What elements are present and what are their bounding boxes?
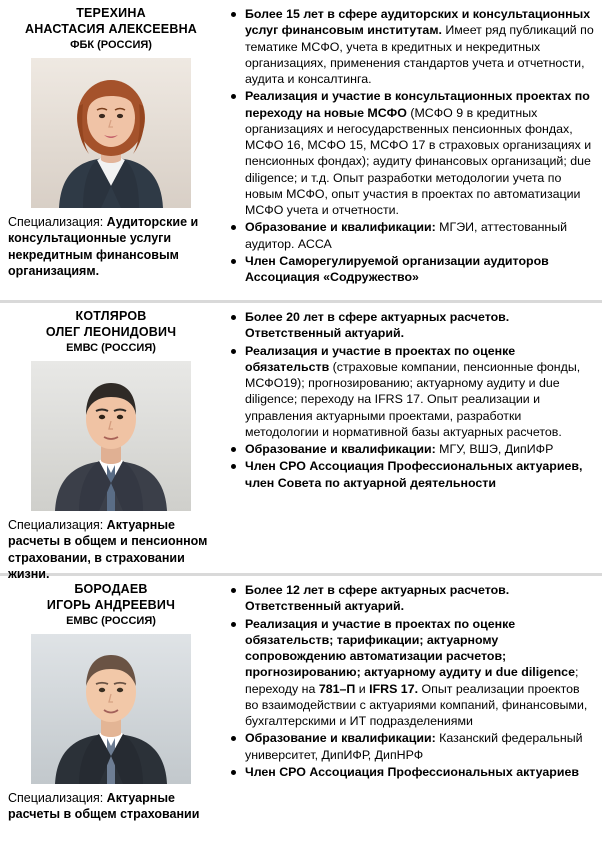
portrait-image xyxy=(31,361,191,511)
profile-bullet-item xyxy=(230,88,594,218)
profile-bullet-list xyxy=(230,309,594,491)
portrait-image xyxy=(31,634,191,784)
bullet-text: Имеет ряд публикаций по тематике МСФО, учета в кредитных и некредитных организациях, применения стандартов учета и отчетности, аудита и консалтинга. xyxy=(245,23,594,86)
bullet-text-emphasis: Реализация и участие в проектах по оценке обязательств; тарификации; актуарному сопровождению автоматизации расчетов; прогнозированию; актуарному аудиту и due diligence xyxy=(245,616,575,680)
specialization-label: Специализация: xyxy=(8,214,107,229)
person-given-name: ИГОРЬ АНДРЕЕВИЧ xyxy=(46,597,176,612)
specialization-label: Специализация: xyxy=(8,790,107,805)
bullet-text-emphasis: Член СРО Ассоциация Профессиональных актуариев, член Совета по актуарной деятельности xyxy=(245,459,583,490)
person-surname: БОРОДАЕВ xyxy=(74,582,148,596)
specialization-text xyxy=(8,517,214,583)
profile-bullet-item xyxy=(230,309,594,342)
bullet-text-emphasis: 781–П xyxy=(318,681,356,696)
bullet-text-emphasis: Член СРО Ассоциация Профессиональных актуариев xyxy=(245,764,579,779)
profile-card xyxy=(0,303,602,582)
profile-bullet-item xyxy=(230,441,594,457)
bullet-text: МГЭИ, аттестованный аудитор. АССА xyxy=(245,220,568,251)
portrait-container xyxy=(8,58,214,208)
profile-bullet-item xyxy=(230,458,594,491)
bullet-text-emphasis: Образование и квалификации: xyxy=(245,731,436,746)
bullet-text-emphasis: Более 15 лет в сфере аудиторских и консультационных услуг финансовым институтам. xyxy=(245,7,591,38)
bullet-text-emphasis: IFRS 17. xyxy=(369,681,419,696)
person-name xyxy=(8,6,214,37)
person-surname: ТЕРЕХИНА xyxy=(76,6,146,20)
profile-right-column xyxy=(220,582,594,840)
person-company: ЕМВС (РОССИЯ) xyxy=(66,342,156,355)
bullet-text-emphasis: Образование и квалификации: xyxy=(245,220,436,235)
profile-right-column xyxy=(220,309,594,567)
profile-bullet-list xyxy=(230,6,594,285)
profile-bullet-list xyxy=(230,582,594,780)
profile-right-column xyxy=(220,6,594,294)
specialization-text xyxy=(8,790,214,823)
person-given-name: АНАСТАСИЯ АЛЕКСЕЕВНА xyxy=(24,21,198,36)
specialization-text xyxy=(8,214,214,280)
profile-left-column xyxy=(8,309,220,582)
profile-bullet-item xyxy=(230,582,594,615)
bullet-text-emphasis: Более 20 лет в сфере актуарных расчетов. Ответственный актуарий. xyxy=(245,310,510,341)
bullet-text-emphasis: Более 12 лет в сфере актуарных расчетов. Ответственный актуарий. xyxy=(245,583,510,614)
portrait-container xyxy=(8,634,214,784)
profile-bullet-item xyxy=(230,219,594,252)
bullet-text-emphasis: Образование и квалификации: xyxy=(245,442,436,456)
bullet-text: Опыт реализации проектов во взаимодействии с актуариями компаний, финансовыми, бухгалтерскими и ИТ подразделениями xyxy=(245,681,588,728)
profile-bullet-item xyxy=(230,6,594,87)
person-company: ФБК (РОССИЯ) xyxy=(70,39,152,52)
specialization-value: Актуарные расчеты в общем страховании xyxy=(8,790,200,822)
portrait-photo-kotlyarov xyxy=(31,361,191,511)
person-name xyxy=(8,309,214,340)
profile-bullet-item xyxy=(230,343,594,441)
person-name xyxy=(8,582,214,613)
portrait-photo-borodaev xyxy=(31,634,191,784)
specialization-value: Актуарные расчеты в общем и пенсионном страховании, в страховании жизни. xyxy=(8,517,208,582)
bullet-text-emphasis: Член Саморегулируемой организации аудиторов Ассоциация «Содружество» xyxy=(245,253,549,284)
portrait-image xyxy=(31,58,191,208)
bullet-text: (МСФО 9 в кредитных организациях и негосударственных пенсионных фондах, МСФО 16, МСФО 15, МСФО 17 в страховых организациях и пенсионных фондах); аудиту финансовых организаций; due diligence; и т.д. Опыт разработки методологии учета по новым МСФО, опыт участия в проектах по автоматизации МСФО учета и отчетности. xyxy=(245,105,592,217)
bullet-text: (страховые компании, пенсионные фонды, МСФО19); прогнозированию; актуарному аудиту и due diligence; переходу на IFRS 17. Опыт реализации и управления актуарными проектами, разработки методологии и нормативной базы актуарных расчетов. xyxy=(245,359,581,439)
profile-card xyxy=(0,0,602,300)
bullet-text: ; переходу на xyxy=(245,665,579,696)
person-surname: КОТЛЯРОВ xyxy=(75,309,147,323)
bullet-text: МГУ, ВШЭ, ДипИФР xyxy=(435,442,554,456)
profile-bullet-item xyxy=(230,616,594,730)
specialization-value: Аудиторские и консультационные услуги некредитным финансовым организациям. xyxy=(8,214,199,279)
person-given-name: ОЛЕГ ЛЕОНИДОВИЧ xyxy=(45,324,177,339)
profile-bullet-item xyxy=(230,730,594,763)
portrait-container xyxy=(8,361,214,511)
portrait-photo-terekhina xyxy=(31,58,191,208)
profile-left-column xyxy=(8,6,220,294)
profile-left-column xyxy=(8,582,220,840)
specialization-label: Специализация: xyxy=(8,517,107,532)
profile-bullet-item xyxy=(230,764,594,780)
profile-bullet-item xyxy=(230,253,594,286)
bullet-text: и xyxy=(355,681,370,696)
person-company: ЕМВС (РОССИЯ) xyxy=(66,615,156,628)
bullet-text: Казанский федеральный университет, ДипИФР, ДипНРФ xyxy=(245,731,583,762)
profile-card xyxy=(0,576,602,846)
bullet-text-emphasis: Реализация и участие в консультационных проектах по переходу на новые МСФО xyxy=(245,89,590,120)
bullet-text-emphasis: Реализация и участие в проектах по оценке обязательств xyxy=(245,343,516,374)
